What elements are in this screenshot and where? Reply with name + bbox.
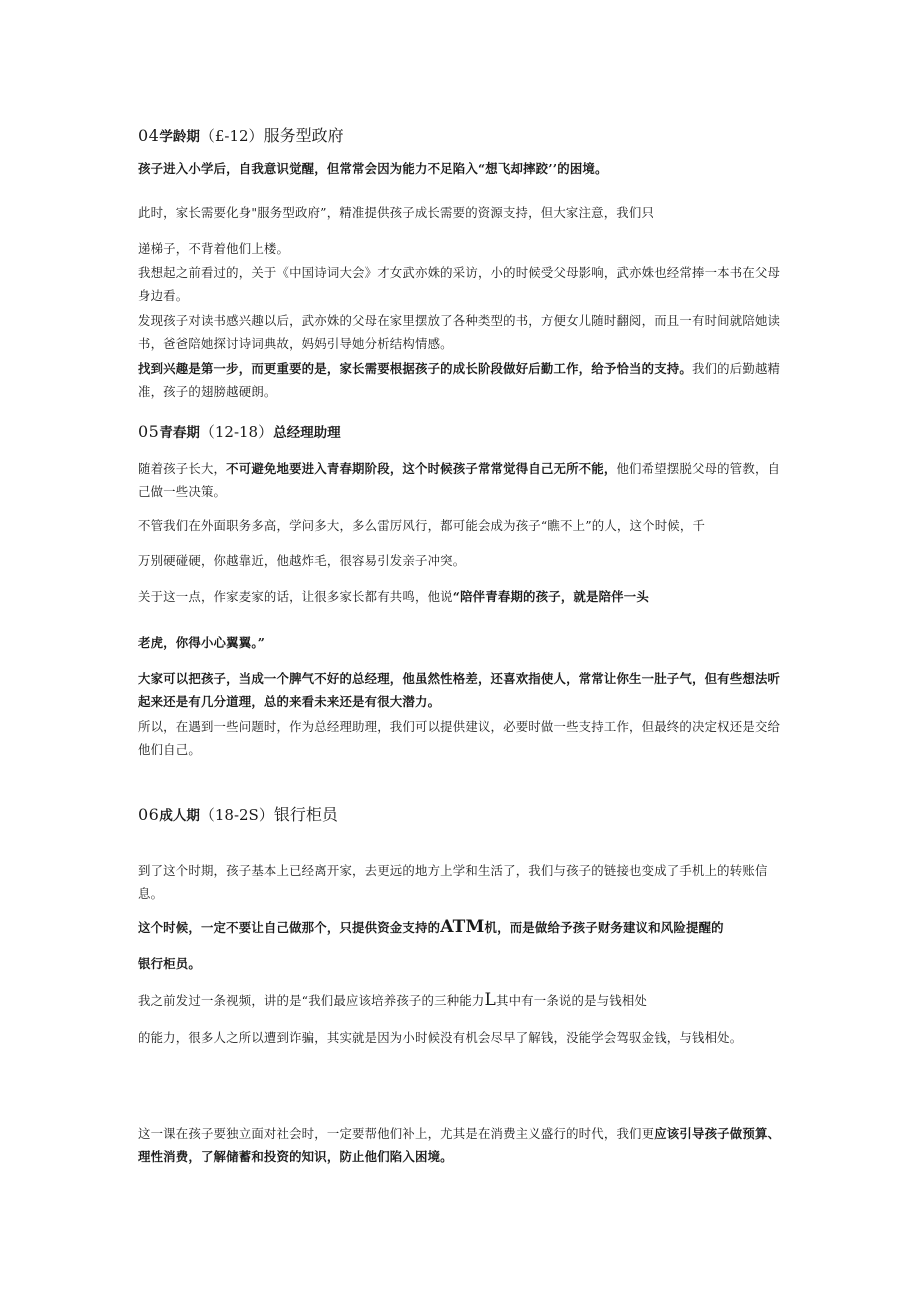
- section-05-para-1-a: 随着孩子长大，: [138, 461, 227, 476]
- section-05-para-4: [138, 585, 783, 608]
- section-06-para-3: 银行柜员。: [138, 956, 201, 971]
- section-06-para-6: [138, 1122, 783, 1168]
- section-06-para-5: 的能力，很多人之所以遭到诈骗，其实就是因为小时候没有机会尽早了解钱，没能学会驾驭金钱，与钱相处。: [138, 1030, 743, 1045]
- section-06-range: （18-2S）: [199, 806, 274, 824]
- section-05-para-1-c: 他们希望摆脱父母的管教，自己做一些决策。: [138, 461, 781, 499]
- section-04-range: （£-12）: [199, 127, 264, 145]
- section-05-para-4-bold: “陪伴青春期的孩子，就是陪伴一头: [452, 589, 649, 604]
- section-06-para-2-b: 机，而是做给予孩子财务建议和风险提醒的: [484, 920, 724, 935]
- section-06-para-6-a: 这一课在孩子要独立面对社会时，一定要帮他们补上，尤其是在消费主义盛行的时代，我们更: [138, 1126, 655, 1141]
- section-05-label: 青春期: [159, 425, 200, 441]
- section-05-para-7: 所以，在遇到一些问题时，作为总经理助理，我们可以提供建议，必要时做一些支持工作，但最终的决定权还是交给他们自己。: [138, 719, 781, 757]
- section-04-heading: [138, 124, 783, 149]
- section-04-para-1: 此时，家长需要化身"服务型政府”，精准提供孩子成长需要的资源支持，但大家注意，我们只: [138, 205, 655, 220]
- section-06-number: 06: [138, 805, 160, 824]
- section-06-para-6-bold: 应该引导孩子做预算、理性消费，了解储蓄和投资的知识，防止他们陷入困境。: [138, 1126, 781, 1164]
- section-04-para-2: 递梯子，不背着他们上楼。: [138, 241, 290, 256]
- section-05-range: （12-18）: [199, 423, 274, 441]
- section-04-para-5: [138, 357, 783, 403]
- section-05-para-6: 大家可以把孩子，当成一个脾气不好的总经理，他虽然性格差，还喜欢指使人，常常让你生一肚子气，但有些想法听起来还是有几分道理，总的来看未来还是有很大潜力。: [138, 671, 781, 709]
- section-05-para-1-bold: 不可避免地要进入青春期阶段，这个时候孩子常常觉得自己无所不能，: [226, 461, 617, 476]
- section-04-number: 04: [138, 126, 160, 145]
- section-05-para-2: 不管我们在外面职务多高，学问多大，多么雷厉风行，都可能会成为孩子“瞧不上”的人，这个时候，千: [138, 518, 706, 533]
- section-05-title: 总经理助理: [273, 425, 341, 441]
- section-04-title: 服务型政府: [263, 126, 344, 145]
- section-06-para-4: [138, 989, 783, 1012]
- section-04-label: 学龄期: [159, 129, 200, 145]
- section-06-para-2-a: 这个时候，一定不要让自己做那个，只提供资金支持的: [138, 920, 441, 935]
- section-05-para-3: 万别硬碰硬，你越靠近，他越炸毛，很容易引发亲子冲突。: [138, 553, 466, 568]
- section-04-para-4: 发现孩子对读书感兴趣以后，武亦姝的父母在家里摆放了各种类型的书，方便女儿随时翻阅，而且一有时间就陪她读书，爸爸陪她探讨诗词典故，妈妈引导她分析结构情感。: [138, 313, 781, 351]
- section-05-number: 05: [138, 422, 160, 441]
- section-05-para-5: 老虎，你得小心翼翼。”: [138, 635, 266, 650]
- section-06-para-4-b: 其中有一条说的是与钱相处: [495, 993, 648, 1008]
- section-06-label: 成人期: [159, 808, 200, 824]
- section-06-para-4-L: L: [484, 990, 496, 1010]
- section-05-para-1: [138, 457, 783, 503]
- section-05-para-4-a: 关于这一点，作家麦家的话，让很多家长都有共鸣，他说: [138, 589, 453, 604]
- section-06-para-4-a: 我之前发过一条视频，讲的是“我们最应该培养孩子的三种能力: [138, 993, 485, 1008]
- section-06-atm: ATM: [440, 917, 485, 937]
- section-04-lead: 孩子进入小学后，自我意识觉醒，但常常会因为能力不足陷入“想飞却摔跤’’的困境。: [138, 161, 608, 176]
- section-05-heading: [138, 420, 783, 445]
- section-06-para-1: 到了这个时期，孩子基本上已经离开家，去更远的地方上学和生活了，我们与孩子的链接也变成了手机上的转账信息。: [138, 863, 768, 901]
- section-04-para-3: 我想起之前看过的，关于《中国诗词大会》才女武亦姝的采访，小的时候受父母影响，武亦姝也经常捧一本书在父母身边看。: [138, 265, 781, 303]
- section-06-para-2: [138, 916, 783, 939]
- section-04-para-5-rest: 我们的后勤越精准，孩子的翅膀越硬朗。: [138, 361, 781, 399]
- section-06-title: 银行柜员: [273, 805, 338, 824]
- section-06-heading: [138, 803, 783, 828]
- section-04-para-5-bold: 找到兴趣是第一步，而更重要的是，家长需要根据孩子的成长阶段做好后勤工作，给予恰当的支持。: [138, 361, 692, 376]
